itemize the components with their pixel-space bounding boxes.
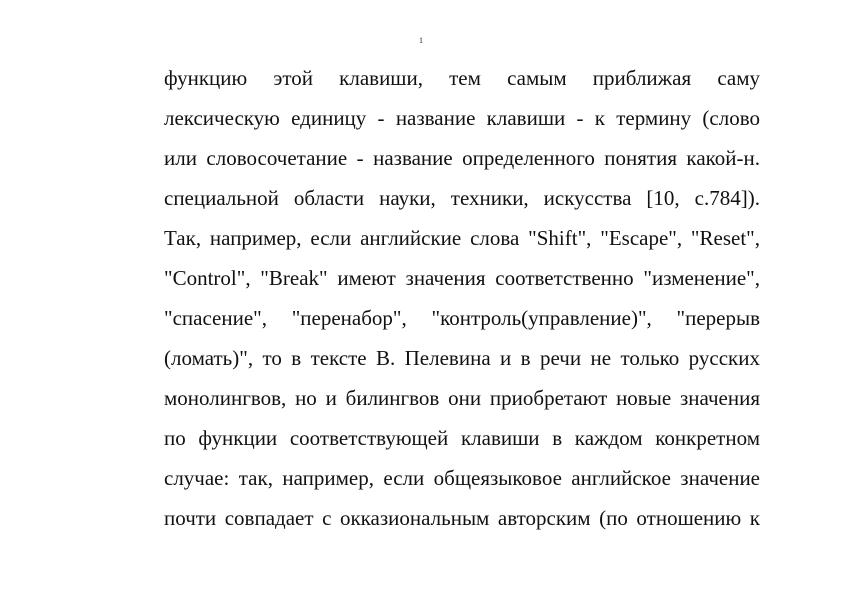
text-line: или словосочетание - название определенного понятия какой-н. xyxy=(164,146,760,170)
text-line: случае: так, например, если общеязыковое английское значение xyxy=(164,466,760,490)
text-line: (ломать)", то в тексте В. Пелевина и в речи не только русских xyxy=(164,346,760,370)
page-number: 1 xyxy=(419,36,423,45)
text-line: почти совпадает с окказиональным авторским (по отношению к xyxy=(164,506,760,530)
text-line: лексическую единицу - название клавиши - к термину (слово xyxy=(164,106,760,130)
text-line: функцию этой клавиши, тем самым приближая саму xyxy=(164,66,760,90)
body-text xyxy=(164,58,760,538)
text-line: "спасение", "перенабор", "контроль(управление)", "перерыв xyxy=(164,306,760,330)
text-line: по функции соответствующей клавиши в каждом конкретном xyxy=(164,426,760,450)
text-line: "Control", "Break" имеют значения соответственно "изменение", xyxy=(164,266,760,290)
text-line: монолингвов, но и билингвов они приобретают новые значения xyxy=(164,386,760,410)
text-line: специальной области науки, техники, искусства [10, с.784]). xyxy=(164,186,760,210)
text-line: Так, например, если английские слова "Shift", "Escape", "Reset", xyxy=(164,226,760,250)
